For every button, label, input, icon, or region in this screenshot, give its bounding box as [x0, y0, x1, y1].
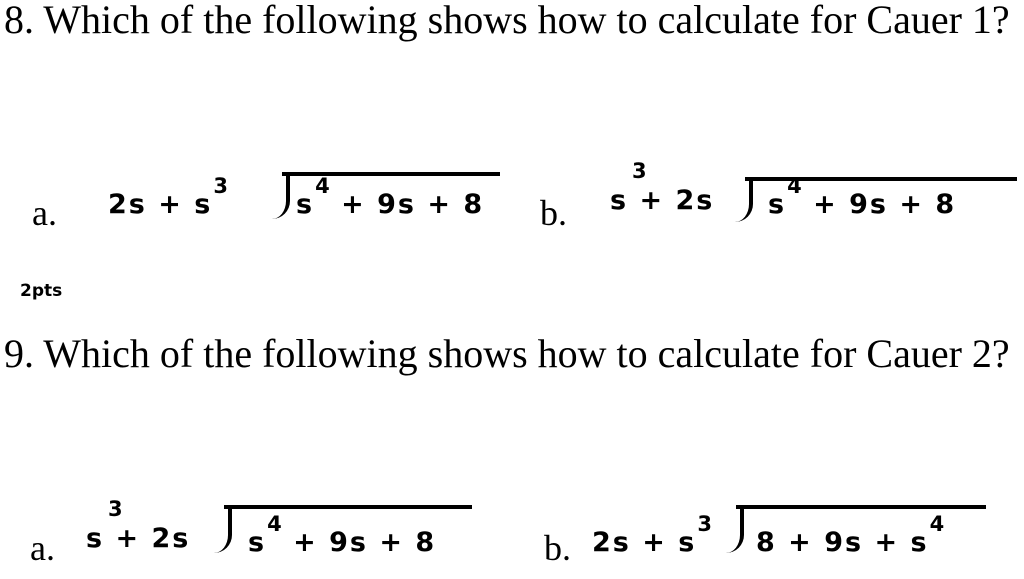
q8-option-a-letter: a. [32, 193, 57, 233]
q9-option-b-division-bracket [726, 509, 744, 553]
q9-option-a-division-bar [224, 505, 472, 509]
q9-option-b-divisor: $2s + s^3$ [592, 512, 712, 558]
q9-option-a-division-bracket [214, 509, 232, 553]
q8-option-a-dividend: $s^4 + 9s + 8$ [296, 174, 485, 220]
q8-option-b-divisor-exponent: 3 [632, 159, 647, 183]
q8-option-a-division-bracket [272, 175, 290, 219]
q9-option-a-letter: a. [30, 528, 55, 568]
q8-option-a-divisor: $2s + s^3$ [108, 174, 228, 220]
q8-option-b-letter: b. [540, 193, 567, 233]
q9-option-a-dividend: $s^4 + 9s + 8$ [248, 512, 437, 558]
q9-option-b-dividend: $8 + 9s + s^4$ [756, 512, 945, 558]
q9-option-a-divisor: s + 2s [86, 523, 191, 554]
q8-option-b-divisor: s + 2s [610, 185, 715, 216]
q9-option-b-division-bar [736, 505, 986, 509]
q9-option-b-letter: b. [544, 528, 571, 568]
question-9-text: 9. Which of the following shows how to calculate for Cauer 2? [4, 331, 1010, 376]
points-note: 2pts [20, 281, 63, 301]
question-8-text: 8. Which of the following shows how to calculate for Cauer 1? [4, 0, 1010, 42]
q8-option-b-dividend: $s^4 + 9s + 8$ [768, 174, 957, 220]
q8-option-b-division-bracket [735, 180, 753, 222]
q9-option-a-divisor-exponent: 3 [108, 497, 123, 521]
q8-option-b-division-bar [745, 177, 1017, 181]
